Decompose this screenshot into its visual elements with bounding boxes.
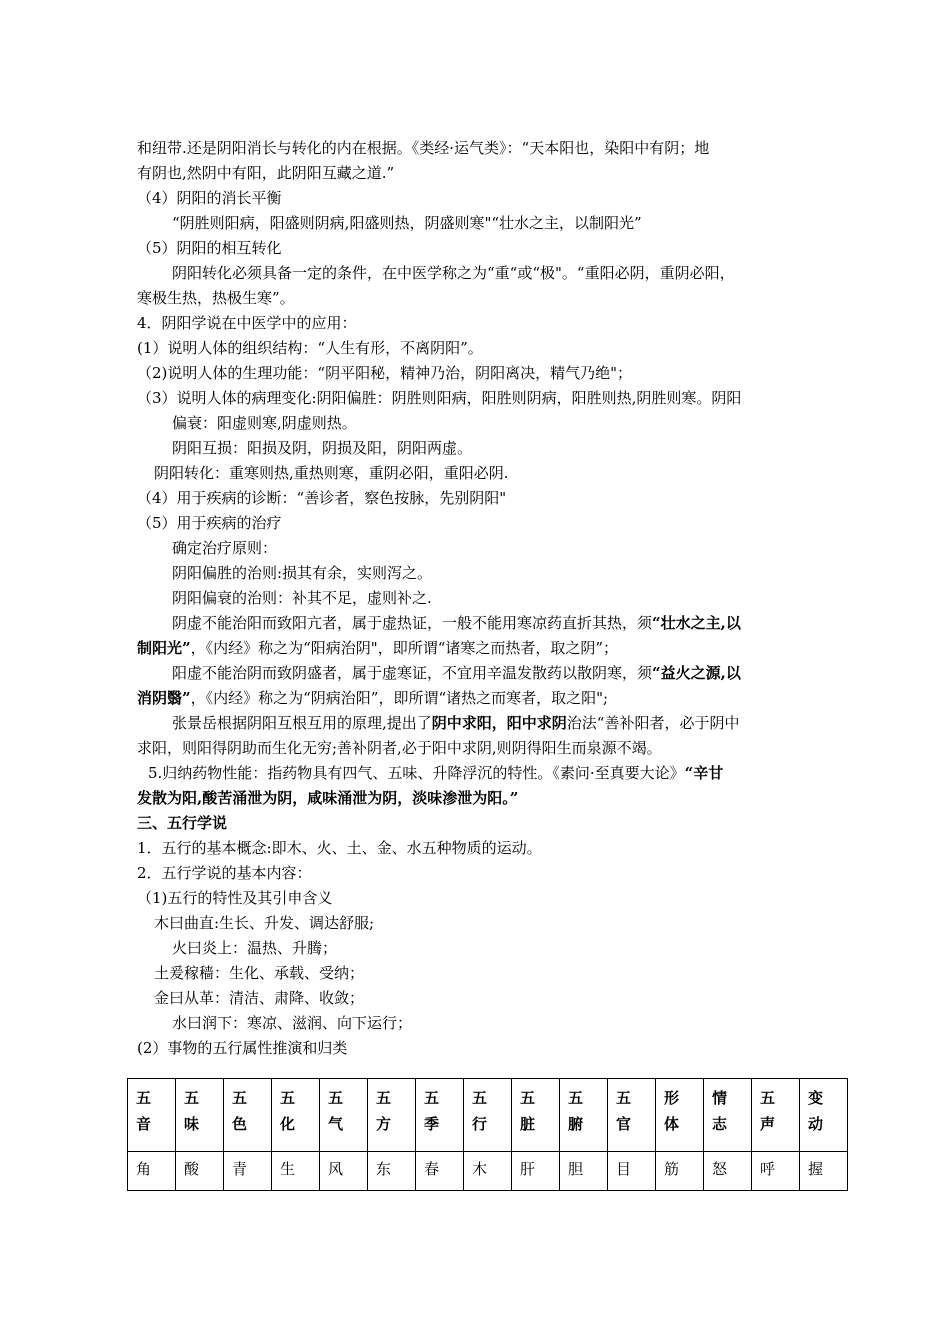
text-line: 水曰润下：寒凉、滋润、向下运行； [172,1014,413,1032]
text-line: 有阴也,然阴中有阳，此阴阳互藏之道.” [137,164,395,182]
text-line: 木曰曲直:生长、升发、调达舒服; [154,914,375,932]
text-line: 土爰稼穑：生化、承载、受纳； [154,964,365,982]
five-elements-table [127,1078,848,1191]
text-line: 寒极生热，热极生寒”。 [137,289,295,307]
text-line [137,686,817,710]
text-line: 阴阳转化必须具备一定的条件，在中医学称之为“重“或“极"。“重阳必阴，重阴必阳， [172,264,735,282]
table-cell: 握 [800,1152,848,1191]
bold-text: 消阴翳” [137,689,191,707]
bold-text: “辛甘 [684,764,724,782]
text-line: 火曰炎上：温热、升腾； [172,939,338,957]
text-line: （5）用于疾病的治疗 [137,514,282,532]
bold-text: 制阳光” [137,639,191,657]
text-line [137,636,817,660]
text-line: （4）阴阳的消长平衡 [137,189,282,207]
table-header-cell: 五 季 [416,1079,464,1152]
table-header-cell: 五 方 [368,1079,416,1152]
table-header-cell: 五 官 [608,1079,656,1152]
text-line: 阴阳偏胜的治则:损其有余，实则泻之。 [172,564,433,582]
table-row [128,1152,848,1191]
text-line: 求阳，则阳得阴助而生化无穷;善补阴者,必于阳中求阴,则阴得阳生而泉源不竭。 [137,739,662,757]
text-run: ，《内经》称之为“阴病治阳”，即所谓“诸热之而寒者，取之阳"; [190,689,609,707]
text-run: 5.归纳药物性能：指药物具有四气、五味、升降浮沉的特性。《素问·至真要大论》 [148,764,685,782]
section-heading: 三、五行学说 [137,814,228,832]
text-line [172,661,822,685]
text-line: （5）阴阳的相互转化 [137,239,282,257]
text-line: 阴阳转化：重寒则热,重热则寒，重阴必阳，重阳必阴. [154,464,509,482]
table-cell: 角 [128,1152,176,1191]
text-line: (2）事物的五行属性推演和归类 [137,1039,348,1057]
table-header-cell: 形 体 [656,1079,704,1152]
text-line: 2．五行学说的基本内容： [137,864,312,882]
table-cell: 目 [608,1152,656,1191]
text-line: 确定治疗原则： [172,539,278,557]
text-line: （3）说明人体的病理变化:阴阳偏胜：阴胜则阳病，阳胜则阴病，阳胜则热,阴胜则寒。阴阳 [137,389,742,407]
table-header-cell: 五 声 [752,1079,800,1152]
text-run: 张景岳根据阴阳互根互用的原理,提出了 [172,714,432,732]
table-header-cell: 五 音 [128,1079,176,1152]
table-cell: 青 [224,1152,272,1191]
text-line: 阴阳互损：阳损及阴，阴损及阳，阴阳两虚。 [172,439,473,457]
bold-text: “壮水之主,以 [652,614,741,632]
text-line [148,761,818,785]
text-line: （2)说明人体的生理功能：“阴平阳秘，精神乃治，阴阳离决，精气乃绝"； [137,364,632,382]
text-line: 和纽带.还是阴阳消长与转化的内在根据。《类经·运气类》：“天本阳也，染阳中有阴；地 [137,139,710,157]
text-line: （4）用于疾病的诊断：“善诊者，察色按脉，先别阴阳" [137,489,507,507]
text-line: “阴胜则阳病，阳盛则阴病,阳盛则热，阴盛则寒"“壮水之主，以制阳光” [172,214,642,232]
text-line [172,711,822,735]
table-cell: 肝 [512,1152,560,1191]
table-cell: 怒 [704,1152,752,1191]
table-header-cell: 情 志 [704,1079,752,1152]
text-run: 阴虚不能治阳而致阳亢者，属于虚热证，一般不能用寒凉药直折其热，须 [172,614,653,632]
table-header-cell: 变 动 [800,1079,848,1152]
table-cell: 春 [416,1152,464,1191]
text-line: 阴阳偏衰的治则：补其不足，虚则补之. [172,589,432,607]
text-run: 治法“善补阳者，必于阴中 [566,714,740,732]
table-cell: 生 [272,1152,320,1191]
text-run: ，《内经》称之为“阳病治阴"，即所谓“诸寒之而热者，取之阴”； [190,639,619,657]
text-line: (1）说明人体的组织结构：“人生有形，不离阴阳”。 [137,339,483,357]
text-line: 偏衰：阳虚则寒,阴虚则热。 [172,414,357,432]
table-header-cell: 五 脏 [512,1079,560,1152]
table-cell: 胆 [560,1152,608,1191]
bold-text: “益火之源,以 [652,664,741,682]
table-cell: 木 [464,1152,512,1191]
table-header-cell: 五 色 [224,1079,272,1152]
table-cell: 酸 [176,1152,224,1191]
table-cell: 筋 [656,1152,704,1191]
table-header-row [128,1079,848,1152]
text-line: 1．五行的基本概念:即木、火、土、金、水五种物质的运动。 [137,839,542,857]
table-header-cell: 五 味 [176,1079,224,1152]
table-header-cell: 五 行 [464,1079,512,1152]
table-cell: 东 [368,1152,416,1191]
table-cell: 呼 [752,1152,800,1191]
section-heading: 4．阴阳学说在中医学中的应用： [137,314,357,332]
text-line: 金曰从革：清洁、肃降、收敛； [154,989,365,1007]
text-line: （1)五行的特性及其引申含义 [137,889,333,907]
bold-text: 发散为阳,酸苦涌泄为阴，咸味涌泄为阴，淡味渗泄为阳。” [137,789,519,807]
text-run: 阳虚不能治阴而致阴盛者，属于虚寒证，不宜用辛温发散药以散阴寒，须 [172,664,653,682]
table-header-cell: 五 化 [272,1079,320,1152]
text-line [172,611,822,635]
table-cell: 风 [320,1152,368,1191]
bold-text: 阴中求阳，阳中求阴 [431,714,567,732]
table-header-cell: 五 气 [320,1079,368,1152]
table-header-cell: 五 腑 [560,1079,608,1152]
